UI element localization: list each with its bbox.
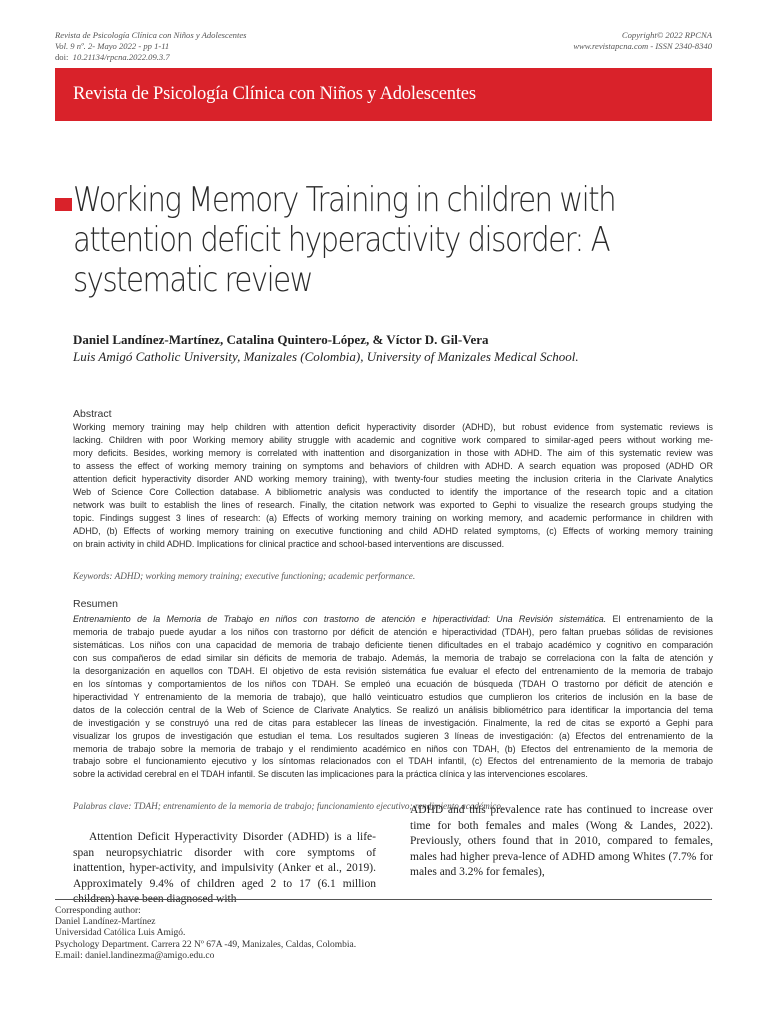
abstract-line: lacking. Children with poor Working memory ability struggle with academic and cognitive work compared to similar-aged peers without working me- bbox=[73, 434, 713, 445]
resumen-line: visualizar los grupos de investigación que estudian el tema. Los resultados sugieren 3 líneas de investigación: (a) Efectos del entrenamiento de la bbox=[73, 730, 713, 741]
abstract-text bbox=[73, 421, 713, 551]
journal-banner bbox=[55, 68, 712, 121]
journal-line: Revista de Psicología Clínica con Niños y Adolescentes bbox=[55, 30, 247, 40]
title-line-3: systematic review bbox=[73, 260, 312, 300]
doi-label: doi: bbox=[55, 52, 69, 62]
title-line-2: attention deficit hyperactivity disorder: A bbox=[73, 220, 610, 260]
resumen-line: trabajo sobre el funcionamiento ejecutivo y los síntomas relacionados con el TDAH infantil, (c) Efectos del entrenamiento de la memoria de trabajo bbox=[73, 756, 713, 767]
doi-line bbox=[55, 52, 247, 63]
website-line[interactable]: www.revistapcna.com - ISSN 2340-8340 bbox=[573, 41, 712, 51]
abstract-line: on brain activity in child ADHD. Implications for clinical practice and school-based interventions are discussed. bbox=[73, 538, 505, 549]
resumen-line: memoria de trabajo puede ayudar a los niños con trastorno por déficit de atención e hiperactividad (TDAH), pero faltan pruebas sólidas de revisiones bbox=[73, 626, 713, 637]
resumen-keywords: Palabras clave: TDAH; entrenamiento de la memoria de trabajo; funcionamiento ejecutivo; rendimiento académico. bbox=[73, 801, 504, 811]
resumen-line: sobre la actividad cerebral en el TDAH infantil. Se discuten las implicaciones para la práctica clínica y las intervenciones escolares. bbox=[73, 769, 588, 780]
abstract-line: mory deficits. Besides, working memory is correlated with inattention and disorganization in those with ADHD. The aim of this systematic review was bbox=[73, 447, 713, 458]
body-right-column: ADHD and this prevalence rate has continued to increase over time for both females and males (Wong & Landes, 2022). Previously, others found that in 2010, compared to females, males had higher preva-lence of ADHD among Whites (7.7% for males and 3.2% for females), bbox=[410, 804, 713, 878]
title-marker-square bbox=[55, 198, 72, 211]
correspondence-institution: Universidad Católica Luis Amigó. bbox=[55, 928, 186, 939]
abstract-line: topic. Findings suggest 3 lines of research: (a) Effects of working memory training on working memory, and academic performance in children with bbox=[73, 512, 713, 523]
abstract-keywords: Keywords: ADHD; working memory training; executive functioning; academic performance. bbox=[73, 571, 416, 581]
resumen-line: la desorganización en aquellos con TDAH. El objetivo de esta revisión sistemática fue evaluar el efecto del entrenamiento de la memoria de trabajo bbox=[73, 665, 713, 676]
affiliation: Luis Amigó Catholic University, Manizales (Colombia), University of Manizales Medical School. bbox=[73, 349, 579, 364]
correspondence-address: Psychology Department. Carrera 22 Nº 67A -49, Manizales, Caldas, Colombia. bbox=[55, 939, 357, 950]
abstract-line: Web of Science Core Collection database. A bibliometric analysis was conducted to identify the importance of the research topic and a citation bbox=[73, 486, 713, 497]
abstract-line: attention deficit hyperactivity disorder AND working memory training), with twenty-four studies meeting the inclusion criteria in the Clarivate Analytics bbox=[73, 473, 713, 484]
title-line-1: Working Memory Training in children with bbox=[73, 180, 616, 220]
resumen-line: memoria de trabajo sobre la memoria de trabajo y el rendimiento académico en niños con TDAH, (b) Efectos del entrenamiento de la memoria de bbox=[73, 743, 713, 754]
resumen-line: con sus compañeros de edad similar sin déficits de memoria de trabajo. Además, la memoria de trabajo se correlaciona con la falta de atención y bbox=[73, 652, 713, 663]
correspondence-name: Daniel Landínez-Martínez bbox=[55, 917, 156, 928]
resumen-line: de investigación y se construyó una red de citas para establecer las líneas de investigación. Finalmente, la red de citas se exportó a Gephi para bbox=[73, 717, 713, 728]
abstract-line: network was built to establish the lines of research. Finally, the citation network was exported to Gephi to visualize the research groups studying the bbox=[73, 499, 713, 510]
article-title bbox=[73, 180, 709, 300]
authors: Daniel Landínez-Martínez, Catalina Quintero-López, & Víctor D. Gil-Vera bbox=[73, 332, 489, 347]
copyright-line: Copyright© 2022 RPCNA bbox=[621, 30, 712, 40]
resumen-line: datos de la colección central de la Web of Science de Clarivate Analytics. Se realizó un análisis bibliométrico para identificar la importancia del tema bbox=[73, 704, 713, 715]
body-left-column: Attention Deficit Hyperactivity Disorder (ADHD) is a life-span neuropsychiatric disorder with core symptoms of inattention, hyper-activity, and impulsivity (Anker et al., 2019). Approximately 9.4% of children aged 2 to 17 (6.1 million children) have been diagnosed with bbox=[73, 831, 376, 905]
copyright-meta bbox=[573, 30, 712, 52]
correspondence-email[interactable]: E.mail: daniel.landinezma@amigo.edu.co bbox=[55, 950, 215, 961]
resumen-first-line-rest: El entrenamiento de la bbox=[606, 614, 713, 624]
abstract-line: Working memory training may help children with attention deficit hyperactivity disorder (ADHD), but robust evidence from systematic reviews is bbox=[73, 422, 713, 432]
footnote-rule bbox=[55, 899, 712, 900]
journal-meta bbox=[55, 30, 247, 63]
doi-link[interactable]: 10.21134/rpcna.2022.09.3.7 bbox=[72, 52, 170, 62]
resumen-line bbox=[73, 613, 713, 626]
resumen-line: hiperactividad Y entrenamiento de la memoria de trabajo), que halló veinticuatro estudios que cumplieron los criterios de inclusión en la base de bbox=[73, 691, 713, 702]
abstract-line: ADHD, (b) Effects of working memory training on executive functioning and child ADHD related symptoms, (c) Effects of working memory training bbox=[73, 525, 713, 536]
resumen-heading: Resumen bbox=[73, 598, 118, 610]
abstract-heading: Abstract bbox=[73, 408, 112, 420]
resumen-line: sistemáticas. Los niños con una capacidad de memoria de trabajo deficiente tienen dificultades en el trabajo académico y cognitivo en comparación bbox=[73, 639, 713, 650]
resumen-title: Entrenamiento de la Memoria de Trabajo en niños con trastorno de atención e hiperactividad: Una Revisión sistemática. bbox=[73, 614, 607, 624]
resumen-text bbox=[73, 613, 713, 781]
volume-line: Vol. 9 nº. 2- Mayo 2022 - pp 1-11 bbox=[55, 41, 170, 51]
correspondence-block bbox=[55, 906, 356, 962]
abstract-line: to assess the effect of working memory training on symptoms and behaviors of children with ADHD. A search equation was proposed (ADHD OR bbox=[73, 460, 713, 471]
banner-journal-name: Revista de Psicología Clínica con Niños y Adolescentes bbox=[73, 84, 476, 104]
correspondence-label: Corresponding author: bbox=[55, 906, 141, 916]
resumen-line: en los síntomas y comportamientos de los niños con TDAH. Se empleó una ecuación de búsqueda (TDAH O trastorno por déficit de atención e bbox=[73, 678, 713, 689]
